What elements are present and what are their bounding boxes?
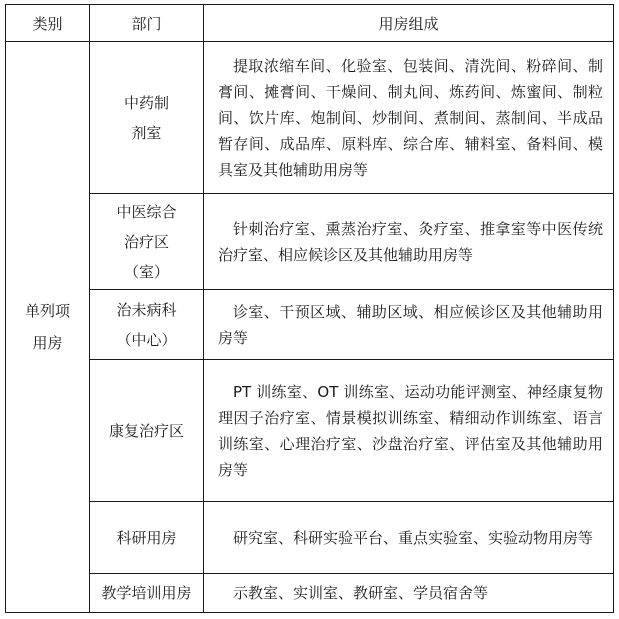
- department-cell: [90, 42, 204, 194]
- department-line: （室）: [123, 262, 169, 281]
- header-category: 类别: [6, 5, 90, 42]
- department-cell: [90, 502, 204, 574]
- header-department: 部门: [90, 5, 204, 42]
- rooms-cell: 诊室、干预区域、辅助区域、相应候诊区及其他辅助用房等: [204, 290, 614, 360]
- rooms-cell: 提取浓缩车间、化验室、包装间、清洗间、粉碎间、制膏间、摊膏间、干燥间、制丸间、炼药间、炼蜜间、制粒间、饮片库、炮制间、炒制间、煮制间、蒸制间、半成品暂存间、成品库、原料库、综合库、辅料室、备料间、模具室及其他辅助用房等: [204, 42, 614, 194]
- table-row: [6, 290, 614, 360]
- department-cell: [90, 194, 204, 290]
- rooms-cell: PT 训练室、OT 训练室、运动功能评测室、神经康复物理因子治疗室、情景模拟训练室、精细动作训练室、语言训练室、心理治疗室、沙盘治疗室、评估室及其他辅助用房等: [204, 360, 614, 502]
- department-line: （中心）: [116, 330, 177, 349]
- rooms-cell: 针刺治疗室、熏蒸治疗室、灸疗室、推拿室等中医传统治疗室、相应候诊区及其他辅助用房等: [204, 194, 614, 290]
- category-cell: [6, 42, 90, 613]
- table-header-row: [6, 5, 614, 42]
- department-line: 中医综合: [116, 202, 177, 221]
- department-line: 治疗区: [123, 232, 169, 251]
- department-cell: [90, 574, 204, 613]
- category-label-line: 单列项: [24, 302, 70, 320]
- department-line: 教学培训用房: [101, 584, 192, 602]
- department-cell: [90, 360, 204, 502]
- category-label-line: 用房: [32, 334, 63, 352]
- rooms-cell: 示教室、实训室、教研室、学员宿舍等: [204, 574, 614, 613]
- rooms-cell: 研究室、科研实验平台、重点实验室、实验动物用房等: [204, 502, 614, 574]
- department-cell: [90, 290, 204, 360]
- header-rooms: 用房组成: [204, 5, 614, 42]
- department-line: 康复治疗区: [108, 421, 184, 440]
- document-sheet: [5, 4, 613, 613]
- department-line: 科研用房: [116, 528, 177, 547]
- room-composition-table: [5, 4, 614, 613]
- table-row: [6, 574, 614, 613]
- department-line: 中药制: [123, 93, 169, 112]
- table-row: [6, 502, 614, 574]
- table-row: [6, 360, 614, 502]
- table-row: [6, 194, 614, 290]
- table-row: [6, 42, 614, 194]
- department-line: 剂室: [131, 123, 162, 142]
- department-line: 治未病科: [116, 300, 177, 319]
